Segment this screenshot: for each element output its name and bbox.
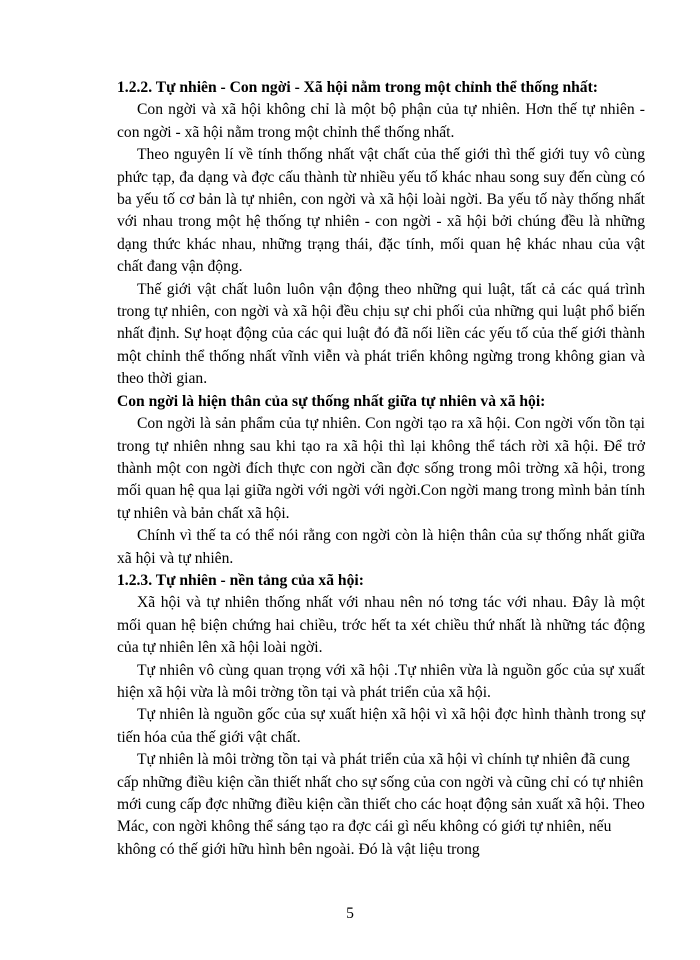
paragraph: Xã hội và tự nhiên thống nhất với nhau nên nó tơng tác với nhau. Đây là một mối quan hệ biện chứng hai chiều, trớc hết ta xét chiều thứ nhất là những tác động của tự nhiên lên xã hội loài ngời. — [117, 594, 645, 657]
paragraph: Tự nhiên là môi trờng tồn tại và phát triển của xã hội vì chính tự nhiên đã cung cấp những điều kiện cần thiết nhất cho sự sống của con ngời và cũng chỉ có tự nhiên mới cung cấp đợc những điều kiện cần thiết cho các hoạt động sản xuất xã hội. Theo Mác, con ngời không thể sáng tạo ra đợc cái gì nếu không có giới tự nhiên, nếu không có thế giới hữu hình bên ngoài. Đó là vật liệu trong — [117, 751, 645, 858]
paragraph: Tự nhiên là nguồn gốc của sự xuất hiện xã hội vì xã hội đợc hình thành trong sự tiến hóa của thế giới vật chất. — [117, 706, 645, 746]
paragraph: Con ngời và xã hội không chỉ là một bộ phận của tự nhiên. Hơn thế tự nhiên - con ngời - xã hội nằm trong một chỉnh thể thống nhất. — [117, 101, 645, 141]
section-heading-1-2-2: 1.2.2. Tự nhiên - Con ngời - Xã hội nằm trong một chỉnh thể thống nhất: — [117, 79, 598, 96]
subsection-heading: Con ngời là hiện thân của sự thống nhất giữa tự nhiên và xã hội: — [117, 392, 546, 410]
paragraph: Con ngời là sản phẩm của tự nhiên. Con ngời tạo ra xã hội. Con ngời vốn tồn tại trong tự nhiên nhng sau khi tạo ra xã hội thì lại không thể tách rời xã hội. Để trở thành một con ngời đích thực con ngời cần đợc sống trong môi trờng xã hội, trong mối quan hệ qua lại giữa ngời với ngời với ngời.Con ngời mang trong mình bản tính tự nhiên và bản chất xã hội. — [117, 415, 645, 522]
section-heading-1-2-3: 1.2.3. Tự nhiên - nền tảng của xã hội: — [117, 571, 364, 589]
paragraph: Tự nhiên vô cùng quan trọng với xã hội .Tự nhiên vừa là nguồn gốc của sự xuất hiện xã hội vừa là môi trờng tồn tại và phát triển của xã hội. — [117, 661, 645, 701]
paragraph: Thế giới vật chất luôn luôn vận động theo những qui luật, tất cả các quá trình trong tự nhiên, con ngời và xã hội đều chịu sự chi phối của những qui luật phổ biến nhất định. Sự hoạt động của các qui luật đó đã nối liền các yếu tố của thế giới thành một chỉnh thể thống nhất vĩnh viễn và phát triển không ngừng trong không gian và theo thời gian. — [117, 280, 645, 388]
page-number: 5 — [346, 905, 354, 922]
document-body — [117, 77, 645, 861]
paragraph: Chính vì thế ta có thể nói rằng con ngời còn là hiện thân của sự thống nhất giữa xã hội và tự nhiên. — [117, 527, 645, 567]
paragraph: Theo nguyên lí về tính thống nhất vật chất của thế giới thì thế giới tuy vô cùng phức tạp, đa dạng và đợc cấu thành từ nhiều yếu tố khác nhau song suy đến cùng có ba yếu tố cơ bản là tự nhiên, con ngời và xã hội loài ngời. Ba yếu tố này thống nhất với nhau trong một hệ thống tự nhiên - con ngời - xã hội bởi chúng đều là những dạng thức khác nhau, những trạng thái, đặc tính, mối quan hệ khác nhau của vật chất đang vận động. — [117, 146, 645, 276]
